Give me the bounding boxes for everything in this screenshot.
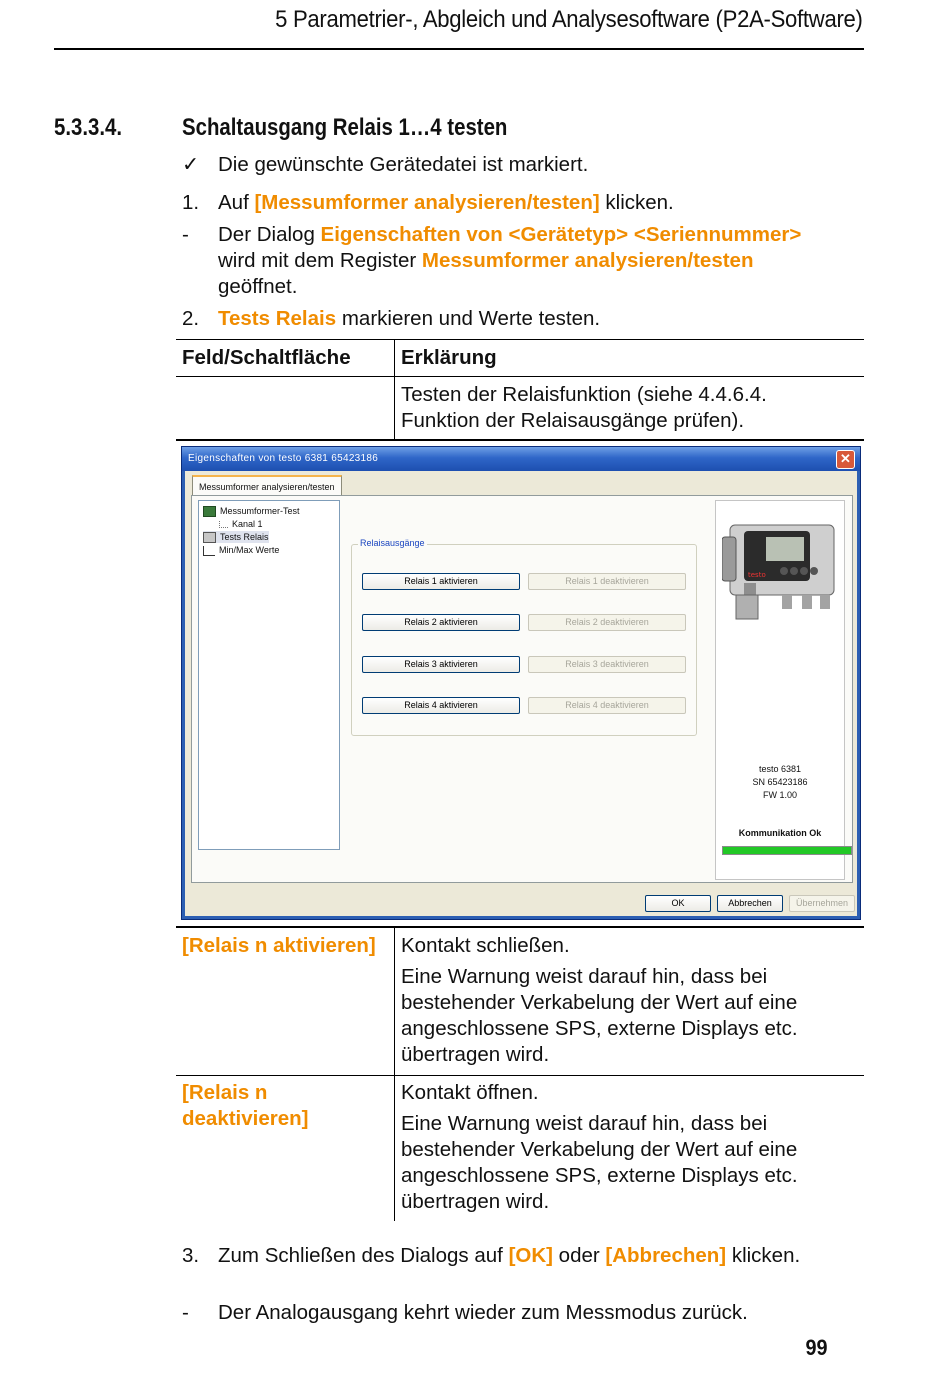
cancel-button[interactable]: Abbrechen: [717, 895, 783, 912]
close-icon[interactable]: ✕: [836, 450, 855, 469]
chart-icon: [203, 546, 215, 556]
relay-1-deactivate-button[interactable]: Relais 1 deaktivieren: [528, 573, 686, 590]
device-firmware: FW 1.00: [762, 790, 797, 800]
table-divider: [394, 339, 395, 439]
step-1-text: Auf [Messumformer analysieren/testen] klicken.: [218, 191, 674, 214]
table-top-rule: [176, 339, 864, 340]
device-icon: [203, 506, 216, 517]
table-cell: Eine Warnung weist darauf hin, dass bei bestehender Verkabelung der Wert auf eine angeschlossene SPS, externe Displays etc. übertragen wird.: [401, 965, 798, 1066]
step-1-marker: 1.: [182, 191, 200, 214]
table-row-rule: [176, 926, 864, 928]
result-3-text: Der Analogausgang kehrt wieder zum Messmodus zurück.: [218, 1301, 748, 1324]
step-3-marker: 3.: [182, 1244, 200, 1267]
result-1-marker: -: [182, 223, 189, 246]
table-field-deactivate: [Relais n deaktivieren]: [182, 1081, 309, 1130]
tree-item-tests-relais[interactable]: Tests Relais: [203, 531, 269, 543]
page-number: 99: [804, 1335, 827, 1360]
table-row-rule: [176, 1075, 864, 1076]
table-header-explanation: Erklärung: [401, 346, 497, 369]
step-2-text: Tests Relais markieren und Werte testen.: [218, 307, 601, 330]
tab-messumformer[interactable]: Messumformer analysieren/testen: [192, 475, 342, 497]
running-header: 5 Parametrier-, Abgleich und Analysesoftware (P2A-Software): [275, 6, 863, 33]
device-info: [716, 763, 844, 802]
check-marker: ✓: [182, 153, 200, 176]
precondition-text: Die gewünschte Gerätedatei ist markiert.: [218, 153, 589, 176]
relay-1-activate-button[interactable]: Relais 1 aktivieren: [362, 573, 520, 590]
relay-icon: [203, 532, 216, 543]
dialog-title: Eigenschaften von testo 6381 65423186: [182, 447, 860, 471]
relay-3-deactivate-button[interactable]: Relais 3 deaktivieren: [528, 656, 686, 673]
device-serial: SN 65423186: [752, 777, 808, 787]
tree-branch-icon: [219, 521, 228, 528]
device-model: testo 6381: [758, 764, 802, 774]
step-3-text: Zum Schließen des Dialogs auf [OK] oder [Abbrechen] klicken.: [218, 1244, 801, 1267]
table-cell: Eine Warnung weist darauf hin, dass bei bestehender Verkabelung der Wert auf eine angeschlossene SPS, externe Displays etc. übertragen wird.: [401, 1112, 798, 1213]
dialog-screenshot: [181, 446, 861, 920]
table-field-activate: [Relais n aktivieren]: [182, 934, 376, 957]
tree-view[interactable]: [198, 500, 340, 850]
relay-2-deactivate-button[interactable]: Relais 2 deaktivieren: [528, 614, 686, 631]
communication-progress: [722, 846, 852, 855]
communication-status: Kommunikation Ok: [738, 828, 822, 838]
section-title: Schaltausgang Relais 1…4 testen: [182, 114, 508, 141]
relay-3-activate-button[interactable]: Relais 3 aktivieren: [362, 656, 520, 673]
dialog-body: [185, 471, 857, 916]
table-header-rule: [176, 376, 864, 377]
apply-button[interactable]: Übernehmen: [789, 895, 855, 912]
tree-item-minmax[interactable]: Min/Max Werte: [203, 544, 279, 556]
section-number: 5.3.3.4.: [54, 114, 123, 141]
relay-4-activate-button[interactable]: Relais 4 aktivieren: [362, 697, 520, 714]
table-cell: Kontakt öffnen.: [401, 1081, 539, 1104]
group-label: Relaisausgänge: [360, 538, 425, 548]
device-panel: [715, 500, 845, 880]
result-3-marker: -: [182, 1301, 189, 1324]
result-1-text: Der Dialog Eigenschaften von <Gerätetyp> <Seriennummer> wird mit dem Register Messumformer analysieren/testen geöffnet.: [218, 223, 802, 298]
table-cell: Kontakt schließen.: [401, 934, 570, 957]
table-row-rule: [176, 439, 864, 441]
table-header-field: Feld/Schaltfläche: [182, 346, 351, 369]
relay-4-deactivate-button[interactable]: Relais 4 deaktivieren: [528, 697, 686, 714]
svg-text:testo: testo: [748, 571, 766, 579]
ok-button[interactable]: OK: [645, 895, 711, 912]
table-cell: Testen der Relaisfunktion (siehe 4.4.6.4. Funktion der Relaisausgänge prüfen).: [401, 383, 767, 432]
relay-outputs-group: [351, 538, 697, 736]
device-image: [722, 519, 838, 623]
step-2-marker: 2.: [182, 307, 200, 330]
step-1-highlight: [Messumformer analysieren/testen]: [254, 191, 600, 214]
tree-item-messumformer-test[interactable]: Messumformer-Test: [203, 505, 300, 517]
tree-item-kanal[interactable]: Kanal 1: [219, 518, 263, 530]
relay-2-activate-button[interactable]: Relais 2 aktivieren: [362, 614, 520, 631]
header-rule: [54, 48, 864, 50]
tab-panel: [191, 495, 853, 883]
